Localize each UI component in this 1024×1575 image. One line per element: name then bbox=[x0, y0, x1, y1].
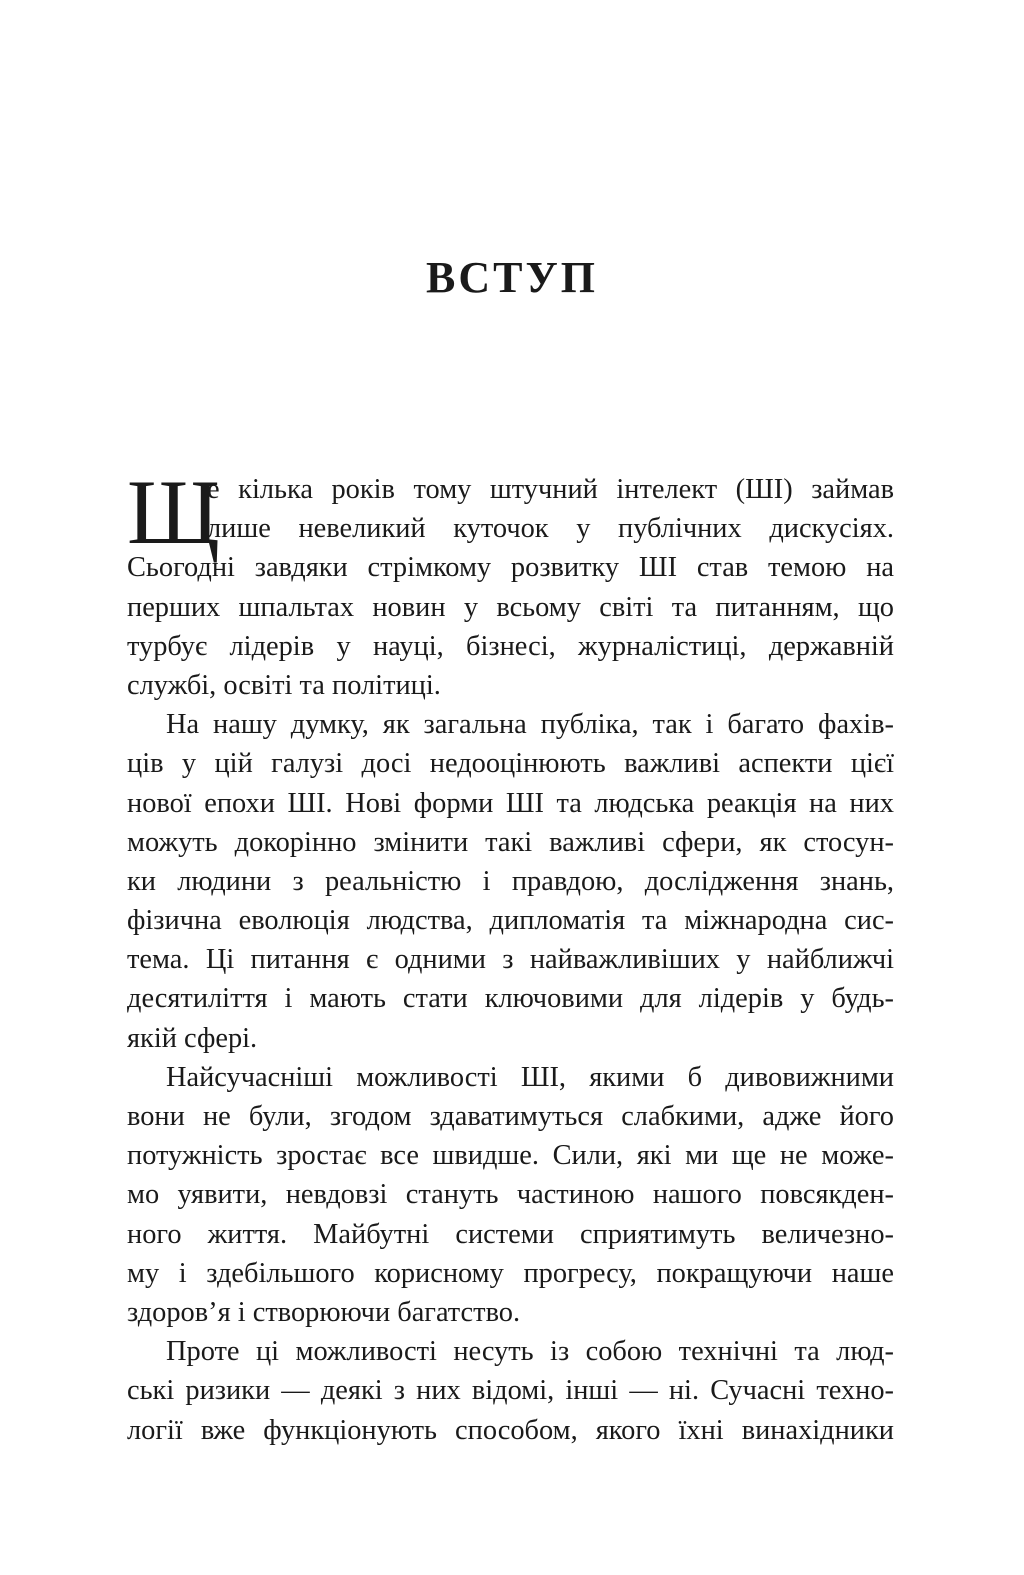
text-line: перших шпальтах новин у всьому світі та питанням, що bbox=[127, 591, 894, 623]
text-line: якій сфері. bbox=[127, 1022, 258, 1054]
paragraph-4 bbox=[127, 1332, 894, 1450]
paragraph-2 bbox=[127, 705, 894, 1058]
text-line: На нашу думку, як загальна публіка, так і багато фахів- bbox=[166, 709, 894, 741]
text-line: турбує лідерів у науці, бізнесі, журналістиці, державній bbox=[127, 630, 894, 662]
text-line: е кілька років тому штучний інтелект (ШІ) займав bbox=[207, 474, 894, 505]
text-line: службі, освіті та політиці. bbox=[127, 669, 441, 701]
chapter-title: ВСТУП bbox=[426, 253, 598, 302]
text-line: здоров’я і створюючи багатство. bbox=[127, 1296, 521, 1328]
text-line: ців у цій галузі досі недооцінюють важливі аспекти цієї bbox=[127, 748, 894, 780]
text-line: мо уявити, невдовзі стануть частиною нашого повсякден- bbox=[127, 1179, 894, 1211]
text-line: можуть докорінно змінити такі важливі сфери, як стосун- bbox=[127, 826, 894, 858]
text-line: логії вже функціонують способом, якого їхні винахідники bbox=[127, 1414, 894, 1446]
text-line: вони не були, згодом здаватимуться слабкими, адже його bbox=[127, 1101, 894, 1132]
text-line: ки людини з реальністю і правдою, дослідження знань, bbox=[127, 865, 894, 897]
text-line: десятиліття і мають стати ключовими для лідерів у будь- bbox=[127, 983, 894, 1015]
text-line: ного життя. Майбутні системи сприятимуть величезно- bbox=[127, 1218, 894, 1250]
text-line: Сьогодні завдяки стрімкому розвитку ШІ став темою на bbox=[127, 552, 894, 584]
text-line: му і здебільшого корисному прогресу, покращуючи наше bbox=[127, 1257, 894, 1289]
paragraph-1 bbox=[127, 461, 894, 705]
paragraph-3 bbox=[127, 1058, 894, 1332]
drop-cap: Щ bbox=[127, 461, 220, 563]
text-line: тема. Ці питання є одними з найважливіших у найближчі bbox=[127, 944, 894, 976]
text-line: нової епохи ШІ. Нові форми ШІ та людська реакція на них bbox=[127, 787, 894, 819]
text-line: потужність зростає все швидше. Сили, які ми ще не може- bbox=[127, 1140, 894, 1172]
text-line: ські ризики — деякі з них відомі, інші — ні. Сучасні техно- bbox=[127, 1375, 894, 1407]
text-line: фізична еволюція людства, дипломатія та міжнародна сис- bbox=[127, 905, 894, 937]
text-line: Найсучасніші можливості ШІ, якими б дивовижними bbox=[166, 1061, 894, 1093]
text-line: Проте ці можливості несуть із собою технічні та люд- bbox=[166, 1336, 894, 1368]
text-line: лише невеликий куточок у публічних дискусіях. bbox=[207, 513, 894, 545]
body-text bbox=[127, 461, 894, 1450]
